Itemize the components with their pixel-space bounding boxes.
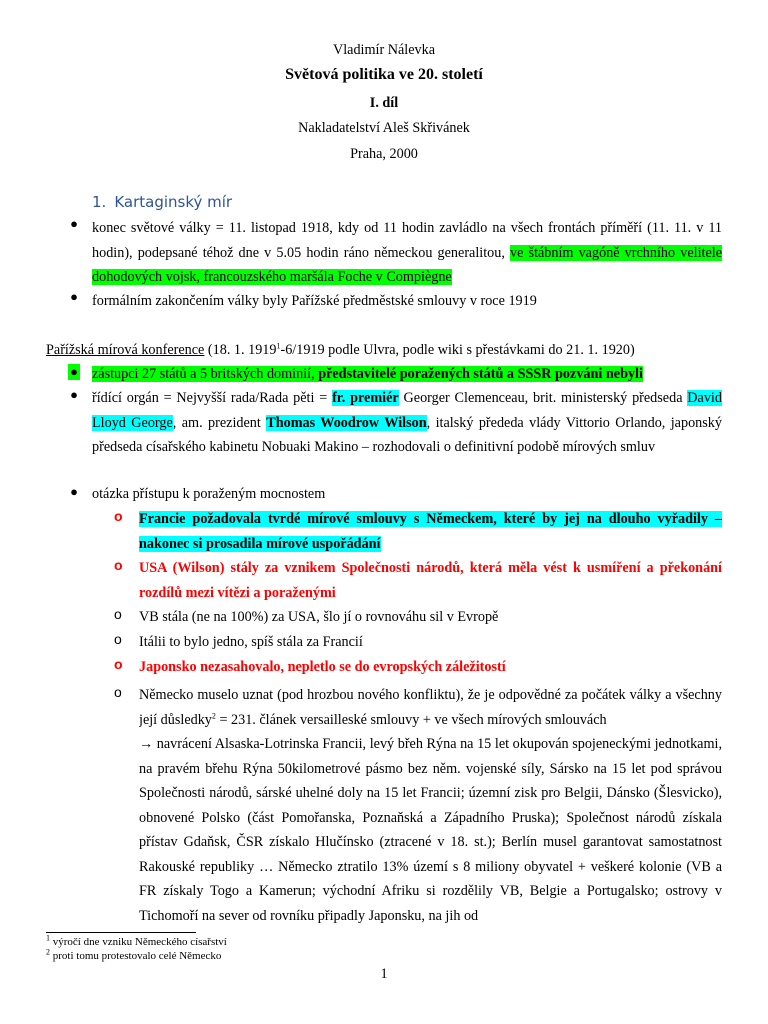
section-heading bbox=[92, 193, 232, 211]
author: Vladimír Nálevka bbox=[332, 42, 436, 58]
sub-bullet-icon: o bbox=[114, 656, 123, 672]
footnote-ref: 1 bbox=[276, 341, 281, 351]
conference-paragraph: Pařížská mírová konference (18. 1. 1919$^1$-6/1919 podle Ulvra, podle wiki s přestávkami do 21. 1. 1920) bbox=[46, 341, 635, 358]
bullet-icon: ● bbox=[70, 216, 78, 231]
highlight: Francie požadovala tvrdé mírové smlouvy s Německem, které by jej na dlouho vyřadily – nakonec si prosadila mírové uspořádání bbox=[139, 511, 722, 552]
footnote-separator bbox=[46, 932, 196, 933]
book-title: Světová politika ve 20. století bbox=[285, 66, 483, 83]
highlight: představitelé poražených států a SSSR pozváni nebyli bbox=[318, 366, 643, 382]
bullet-icon: ● bbox=[68, 364, 80, 380]
bullet-icon: ● bbox=[70, 289, 78, 304]
sub-list-item: Německo muselo uznat (pod hrozbou nového konfliktu), že je odpovědné za počátek války a všechny její důsledky$^2$ = 231. článek versailleské smlouvy + ve všech mírových smlouvách → navrácení Alsaska-Lotrinska Francii, levý břeh Rýna na 15 let okupován spojeneckými jednotkami, na pravém břehu Rýna 50kilometrové pásmo bez něm. vojenské síly, Sársko na 15 let pod správou Společnosti národů, sárské uhelné doly na 15 let Francii; územní zisk pro Belgii, Dánsko (Šlesvicko), obnovené Polsko (část Pomořanska, Poznaňská a Západního Pruska); Společnost národů získala přístav Gdaňsk, ČSR získalo Hlučínsko (ztracené v 18. st.); Berlín musel garantovat samostatnost Rakouské republiky … Německo ztratilo 13% území s 8 miliony obyvatel + veškeré kolonie (VB a FR získaly Togo a Kamerun; východní Afriku si rozdělily VB, Belgie a Portugalsko; ostrovy v Tichomoří na sever od rovníku připadly Japonsku, na jih od bbox=[139, 687, 722, 924]
sub-bullet-icon: o bbox=[114, 508, 123, 524]
publisher: Nakladatelství Aleš Skřivánek bbox=[298, 120, 470, 136]
section-number: 1. bbox=[92, 193, 107, 211]
volume: I. díl bbox=[369, 95, 399, 111]
sub-bullet-icon: o bbox=[114, 684, 122, 700]
highlight: Thomas Woodrow Wilson bbox=[266, 414, 427, 431]
footnote: $^1$ výročí dne vzniku Německého císařství bbox=[46, 933, 227, 948]
section-title: Kartaginský mír bbox=[114, 193, 233, 211]
highlight: fr. premiér bbox=[332, 390, 399, 406]
list-item: řídící orgán = Nejvyšší rada/Rada pěti = fr. premiér Georger Clemenceau, brit. ministerský předseda David Lloyd George, am. prezident Thomas Woodrow Wilson, italský přededa vlády Vittorio Orlando, japonský předseda císařského kabinetu Nobuaki Makino – rozhodovali o definitivní podobě mírových smluv bbox=[92, 390, 722, 455]
sub-list-item bbox=[139, 507, 722, 556]
conference-title: Pařížská mírová konference bbox=[46, 342, 205, 358]
highlight: David Lloyd George bbox=[92, 390, 722, 431]
city-year: Praha, 2000 bbox=[350, 146, 418, 162]
bullet-icon: ● bbox=[70, 387, 78, 402]
footnote-ref: 2 bbox=[211, 710, 216, 720]
list-item: konec světové války = 11. listopad 1918, kdy od 11 hodin zavládlo na všech frontách příměří (11. 11. v 11 hodin), podepsané téhož dne v 5.05 hodin ráno německou generalitou, ve štábním vagóně vrchního velitele dohodových vojsk, francouzského maršála Foche v Compiègne bbox=[92, 220, 722, 285]
arrow-icon: → bbox=[139, 736, 154, 752]
sub-bullet-icon: o bbox=[114, 631, 122, 647]
list-item: formálním zakončením války byly Pařížské předměstské smlouvy v roce 1919 bbox=[92, 293, 537, 309]
sub-bullet-icon: o bbox=[114, 606, 122, 622]
sub-list-item: VB stála (ne na 100%) za USA, šlo jí o rovnováhu sil v Evropě bbox=[139, 609, 499, 625]
sub-bullet-icon: o bbox=[114, 557, 123, 573]
footnote: $^2$ proti tomu protestovalo celé Německo bbox=[46, 947, 222, 962]
highlight: ve štábním vagóně vrchního velitele dohodových vojsk, francouzského maršála Foche v Compiègne bbox=[92, 244, 722, 285]
sub-list-item: Itálii to bylo jedno, spíš stála za Francií bbox=[139, 634, 363, 650]
list-item: zástupci 27 států a 5 britských dominií, představitelé poražených států a SSSR pozváni nebyli bbox=[92, 366, 643, 382]
sub-list-item: USA (Wilson) stály za vznikem Společnosti národů, která měla vést k usmíření a překonání rozdílů mezi vítězi a poraženými bbox=[139, 560, 722, 601]
page-number: 1 bbox=[380, 966, 388, 982]
bullet-icon: ● bbox=[70, 484, 78, 499]
list-item: otázka přístupu k poraženým mocnostem bbox=[92, 486, 326, 502]
sub-list-item: Japonsko nezasahovalo, nepletlo se do evropských záležitostí bbox=[139, 659, 506, 675]
